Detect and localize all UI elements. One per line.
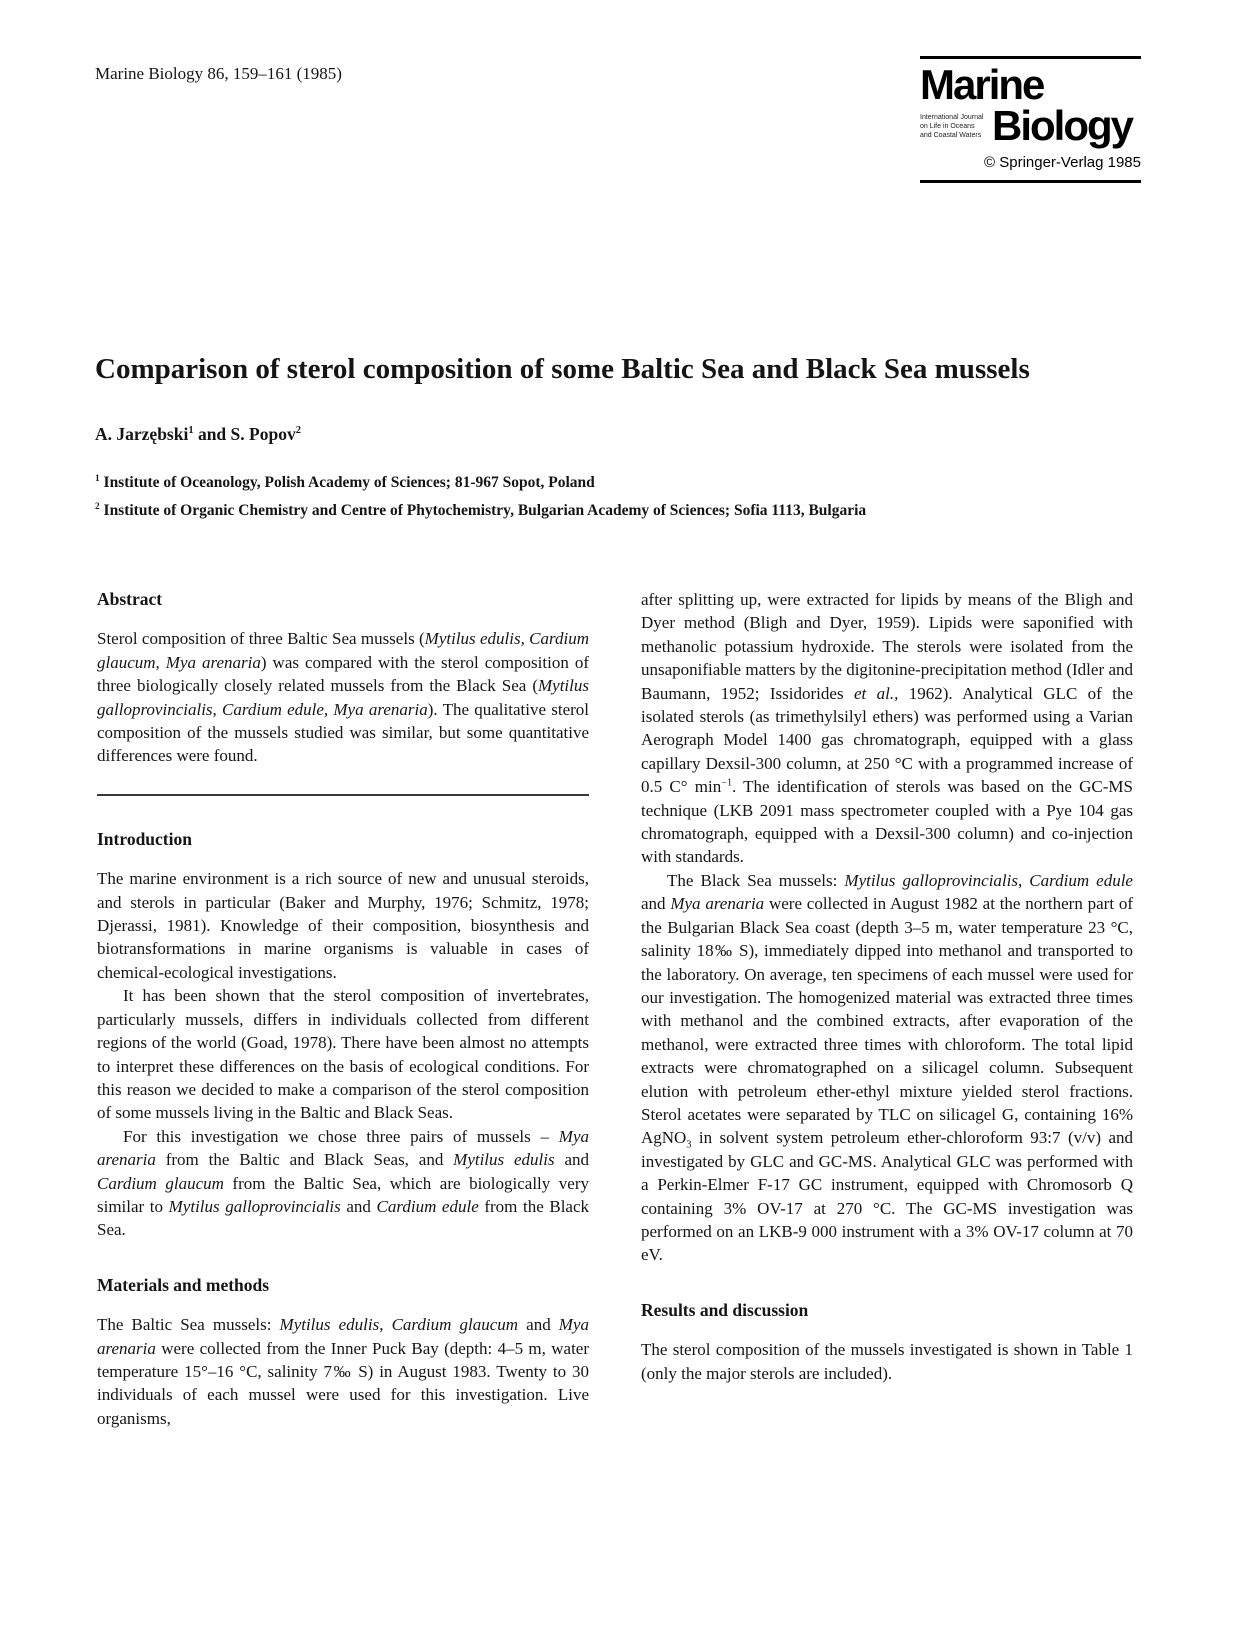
paragraph: The Black Sea mussels: Mytilus galloprovincialis, Cardium edule and Mya arenaria were collected in August 1982 at the northern part of the Bulgarian Black Sea coast (depth 3–5 m, water temperature 23 °C, salinity 18‰ S), immediately dipped into methanol and transported to the laboratory. On average, ten specimens of each mussel were used for our investigation. The homogenized material was extracted three times with methanol and the combined extracts, after evaporation of the methanol, were extracted three times with chloroform. The total lipid extracts were chromatographed on a silicagel column. Subsequent elution with petroleum ether-ethyl mixture yielded sterol fractions. Sterol acetates were separated by TLC on silicagel G, containing 16% AgNO$_3$ in solvent system petroleum ether-chloroform 93:7 (v/v) and investigated by GLC and GC-MS. Analytical GLC was performed with a Perkin-Elmer F-17 GC instrument, equipped with Chromosorb Q containing 3% OV-17 at 270 °C. The GC-MS investigation was performed on an LKB-9 000 instrument with a 3% OV-17 column at 70 eV.	[641, 870, 1133, 1265]
section-divider	[97, 794, 589, 796]
logo-tagline-line3: and Coastal Waters	[920, 132, 982, 139]
logo-rule-top	[920, 56, 1141, 59]
logo-tagline-line1: International Journal	[920, 114, 984, 121]
paragraph: The sterol composition of the mussels investigated is shown in Table 1 (only the major sterols are included).	[641, 1340, 1133, 1383]
section-heading: Materials and methods	[97, 1274, 270, 1295]
paragraph: The marine environment is a rich source of new and unusual steroids, and sterols in particular (Baker and Murphy, 1976; Schmitz, 1978; Djerassi, 1981). Knowledge of their composition, biosynthesis and biotransformations in marine organisms is valuable in cases of chemical-ecological investigations.	[97, 869, 589, 982]
section-heading: Introduction	[97, 828, 192, 849]
logo-marine-text: Marine	[920, 61, 1044, 108]
right-column	[641, 588, 1133, 1430]
journal-header: Marine Biology 86, 159–161 (1985)	[95, 64, 342, 83]
paragraph: For this investigation we chose three pairs of mussels – Mya arenaria from the Baltic and Black Seas, and Mytilus edulis and Cardium glaucum from the Baltic Sea, which are biologically very similar to Mytilus galloprovincialis and Cardium edule from the Black Sea.	[97, 1126, 590, 1240]
logo-row	[920, 102, 1141, 149]
logo-copyright: © Springer-Verlag 1985	[984, 154, 1141, 171]
affiliation-1: $^1$ Institute of Oceanology, Polish Academy of Sciences; 81-967 Sopot, Poland	[95, 473, 595, 491]
article-body	[97, 588, 1133, 1430]
logo-rule-bottom	[920, 180, 1141, 183]
authors-line: A. Jarzębski$^1$ and S. Popov$^2$	[95, 424, 301, 444]
left-column	[97, 588, 589, 1430]
affiliations	[95, 474, 866, 530]
affiliation-2: $^2$ Institute of Organic Chemistry and Centre of Phytochemistry, Bulgarian Academy of Sciences; Sofia 1113, Bulgaria	[95, 501, 867, 519]
section-heading: Results and discussion	[641, 1299, 809, 1320]
logo-biology-text: Biology	[992, 102, 1132, 149]
logo-tagline	[920, 113, 986, 145]
paragraph: after splitting up, were extracted for lipids by means of the Bligh and Dyer method (Bligh and Dyer, 1959). Lipids were saponified with methanolic potassium hydroxide. The sterols were isolated from the unsaponifiable matters by the digitonine-precipitation method (Idler and Baumann, 1952; Issidorides et al., 1962). Analytical GLC of the isolated sterols (as trimethylsilyl ethers) was performed using a Varian Aerograph Model 1400 gas chromatograph, equipped with a glass capillary Dexsil-300 column, at 250 °C with a programmed increase of 0.5 C° $\min^{-1}$. The identification of sterols was based on the GC-MS technique (LKB 2091 mass spectrometer coupled with a Pye 104 gas chromatograph, equipped with a Dexsil-300 column) and co-injection with standards.	[641, 590, 1133, 867]
logo-tagline-line2: on Life in Oceans	[920, 123, 975, 130]
section-heading: Abstract	[97, 589, 163, 609]
article-title: Comparison of sterol composition of some Baltic Sea and Black Sea mussels	[95, 353, 1030, 385]
journal-logo	[920, 56, 1141, 183]
paragraph: It has been shown that the sterol composition of invertebrates, particularly mussels, differs in individuals collected from different regions of the world (Goad, 1978). There have been almost no attempts to interpret these differences on the basis of ecological conditions. For this reason we decided to make a comparison of the sterol composition of some mussels living in the Baltic and Black Seas.	[97, 986, 589, 1123]
paragraph: The Baltic Sea mussels: Mytilus edulis, Cardium glaucum and Mya arenaria were collected from the Inner Puck Bay (depth: 4–5 m, water temperature 15°–16 °C, salinity 7‰ S) in August 1983. Twenty to 30 individuals of each mussel were used for this investigation. Live organisms,	[97, 1315, 590, 1428]
paragraph: Sterol composition of three Baltic Sea mussels (Mytilus edulis, Cardium glaucum, Mya arenaria) was compared with the sterol composition of three biologically closely related mussels from the Black Sea (Mytilus galloprovincialis, Cardium edule, Mya arenaria). The qualitative sterol composition of the mussels studied was similar, but some quantitative differences were found.	[97, 629, 589, 766]
